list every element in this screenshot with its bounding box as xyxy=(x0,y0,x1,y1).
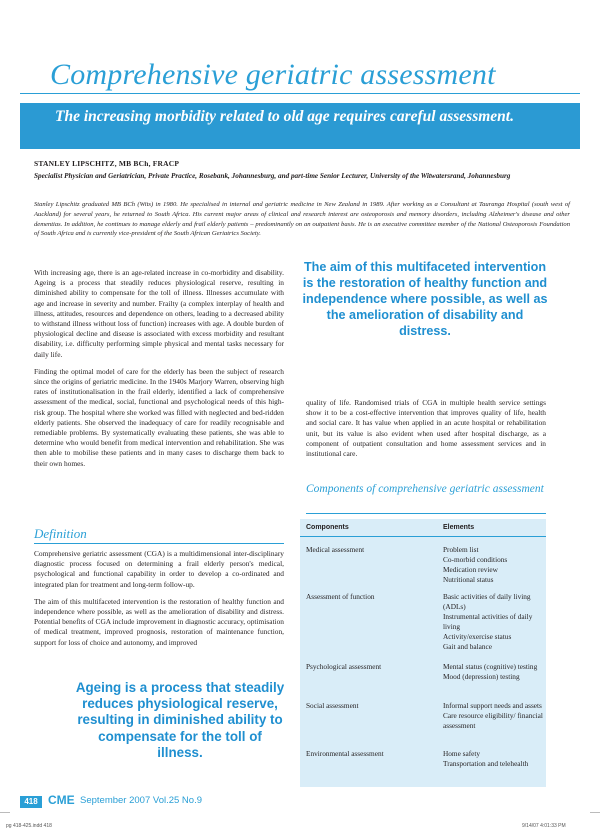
issue-info: September 2007 Vol.25 No.9 xyxy=(80,795,203,806)
components-divider xyxy=(306,513,546,514)
page-number: 418 xyxy=(20,796,42,808)
table-element: Instrumental activities of daily living xyxy=(443,612,533,631)
table-element: Mental status (cognitive) testing xyxy=(443,662,538,671)
table-element: Care resource eligibility/ financial assessment xyxy=(443,711,543,730)
table-element: Medication review xyxy=(443,565,498,574)
table-row-elements xyxy=(443,662,545,682)
author-affiliation: Specialist Physician and Geriatrician, Private Practice, Rosebank, Johannesburg, and part-time Senior Lecturer, University of the Witwatersrand, Johannesburg xyxy=(34,172,511,180)
body-paragraph: With increasing age, there is an age-related increase in co-morbidity and disability. Ageing is a process that steadily reduces physiological reserve, resulting in diminished ability to compensate for the toll of illness. Illnesses accumulate with age and increase in severity and number. Frailty (a complex interplay of health and illness, attitudes, resources and dependence on others, leading to a decreased ability to withstand illness without loss of function) increases with age. A double burden of physiological decline and disease is associated with excess morbidity and resultant disability, i.e. difficulty performing simple physical and mental tasks necessary for daily life. xyxy=(34,268,284,359)
table-row-elements xyxy=(443,701,545,731)
print-slug-file: pg 418-425.indd 418 xyxy=(6,823,52,829)
table-row-component: Psychological assessment xyxy=(306,662,382,671)
table-row-elements xyxy=(443,545,545,585)
table-row-component: Assessment of function xyxy=(306,592,375,601)
pull-quote-top: The aim of this multifaceted intervention is the restoration of healthy function and independence where possible, as well as the amelioration of disability and distress. xyxy=(302,260,548,338)
table-header-elements: Elements xyxy=(443,524,475,531)
author-bio: Stanley Lipschitz graduated MB BCh (Wits) in 1980. He specialised in internal and geriatric medicine in New Zealand in 1989. After working as a Consultant at Tauranga Hospital (south west of Auckland) for several years, he returned to South Africa. His current major areas of clinical and research interest are osteoporosis and memory disorders, including Alzheimer's disease and other dementias. In addition, he continues to manage elderly and frail elderly patients – predominantly on an outpatient basis. He is an executive committee member of the National Osteoporosis Foundation of South Africa and is currently vice-president of the South African Geriatrics Society. xyxy=(34,201,570,238)
pull-quote-bottom: Ageing is a process that steadily reduces physiological reserve, resulting in diminished ability to compensate for the toll of illness. xyxy=(75,680,285,760)
crop-mark xyxy=(590,812,600,813)
print-slug-date: 9/14/07 4:01:33 PM xyxy=(522,823,566,829)
table-element: Gait and balance xyxy=(443,642,493,651)
table-element: Basic activities of daily living (ADLs) xyxy=(443,592,531,611)
body-paragraph: Finding the optimal model of care for the elderly has been the subject of research since the origins of geriatric medicine. In the 1940s Marjory Warren, observing high rates of institutionalisation in the frail elderly, identified a lack of comprehensive assessment of the medical, social, functional and psychological needs of this high-risk group. The hospital where she worked was filled with neglected and bed-ridden elderly patients. She observed the inadequacy of care for readily recognisable and remediable problems. By systematically evaluating these patients, she was able to determine who would benefit from medical intervention and rehabilitation. She was then able to mobilise these patients and in many cases to discharge them back to their own homes. xyxy=(34,366,284,468)
body-paragraph: quality of life. Randomised trials of CGA in multiple health service settings show it to be a cost-effective intervention that improves quality of life, health and social care. It has value when applied in an acute hospital or rehabilitation unit, but its value is also evident when used after hospital discharge, as a component of outpatient consultation and home assessment services and in institutional care. xyxy=(306,398,546,459)
table-element: Nutritional status xyxy=(443,575,494,584)
definition-heading: Definition xyxy=(34,526,87,541)
title-divider xyxy=(20,93,580,94)
table-element: Home safety xyxy=(443,749,481,758)
table-element: Activity/exercise status xyxy=(443,632,512,641)
components-heading: Components of comprehensive geriatric assessment xyxy=(306,483,544,495)
table-element: Co-morbid conditions xyxy=(443,555,508,564)
body-paragraph: The aim of this multifaceted intervention is the restoration of healthy function and independence where possible, as well as the amelioration of disability and distress. Potential benefits of CGA include improvement in diagnostic accuracy, optimisation of medical treatment, improved prognosis, restoration of maintenance function, support for loss of choice and autonomy, and improved xyxy=(34,596,284,647)
table-header-components: Components xyxy=(306,524,349,531)
left-column-bottom xyxy=(34,549,284,655)
table-row-component: Environmental assessment xyxy=(306,749,384,758)
body-paragraph: Comprehensive geriatric assessment (CGA) is a multidimensional inter-disciplinary diagnostic process focused on determining a frail elderly person's medical, psychological and functional capability in order to develop a co-ordinated and integrated plan for treatment and long-term follow-up. xyxy=(34,549,284,589)
article-title: Comprehensive geriatric assessment xyxy=(50,58,496,91)
table-row-component: Medical assessment xyxy=(306,545,365,554)
author-name: STANLEY LIPSCHITZ, MB BCh, FRACP xyxy=(34,159,180,168)
table-row-component: Social assessment xyxy=(306,701,359,710)
table-header-divider xyxy=(300,536,546,537)
table-element: Informal support needs and assets xyxy=(443,701,542,710)
journal-name: CME xyxy=(48,793,75,807)
table-row-elements xyxy=(443,592,545,652)
right-column-text xyxy=(306,398,546,466)
table-element: Transportation and telehealth xyxy=(443,759,529,768)
table-row-elements xyxy=(443,749,545,769)
article-subtitle: The increasing morbidity related to old age requires careful assessment. xyxy=(55,108,514,125)
table-element: Mood (depression) testing xyxy=(443,672,520,681)
left-column-top xyxy=(34,268,284,476)
definition-divider xyxy=(34,543,284,544)
table-element: Problem list xyxy=(443,545,479,554)
crop-mark xyxy=(0,812,10,813)
